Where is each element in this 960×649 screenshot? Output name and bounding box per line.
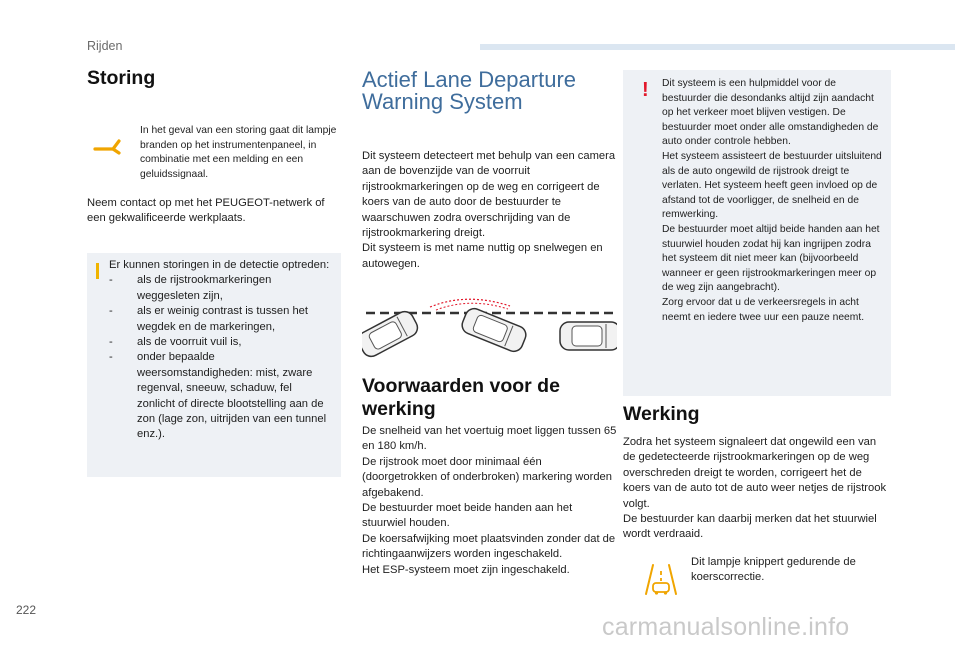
- werking-text: Zodra het systeem signaleert dat ongewild een van de gedetecteerde rijstrookmarkeringen op de weg overschreden dreigt te worden, corrigeert het de koers van de auto tot de auto weer netjes de rijstrook volgt. De bestuurder kan daarbij merken dat het stuurwiel wordt verdraaid.: [623, 436, 887, 541]
- warning-box: [623, 70, 891, 396]
- section-title: Rijden: [87, 39, 123, 53]
- lane-illustration: [362, 292, 617, 362]
- list-item: - als de rijstrookmarkeringen weggesleten zijn,: [109, 274, 272, 302]
- list-item: - onder bepaalde weersomstandigheden: mist, zware regenval, sneeuw, schaduw, fel zonlicht of directe blootstelling aan de zon (lage zon, uitrijden van een tunnel enz.).: [109, 351, 327, 441]
- werking-title: Werking: [623, 403, 700, 425]
- list-item: De snelheid van het voertuig moet liggen tussen 65 en 180 km/h.: [362, 425, 617, 453]
- list-item: De koersafwijking moet plaatsvinden zonder dat de richtingaanwijzers worden ingeschakeld.: [362, 532, 616, 561]
- list-item: De rijstrook moet door minimaal één (doorgetrokken of onderbroken) markering worden afgebakend.: [362, 455, 612, 499]
- list-item: - als de voorruit vuil is,: [109, 336, 242, 349]
- storing-contact: Neem contact op met het PEUGEOT-netwerk of een gekwalificeerde werkplaats.: [87, 197, 325, 225]
- storing-info-box: [87, 253, 341, 477]
- storing-info-intro: Er kunnen storingen in de detectie optreden:: [109, 259, 330, 271]
- storing-title-wrap: [87, 67, 341, 90]
- warning-paragraph: De bestuurder moet altijd beide handen aan het stuurwiel houden zodat hij kan ingrijpen zodra het systeem dit niet meer kan (bijvoorbeeld wanneer er geen rijstrookmarkeringen meer op de weg zijn aangebracht).: [662, 223, 880, 294]
- header-bar: [480, 44, 955, 50]
- storing-icon-note: In het geval van een storing gaat dit lampje branden op het instrumentenpaneel, in combinatie met een melding en een geluidssignaal.: [140, 125, 337, 180]
- warning-paragraph: Het systeem assisteert de bestuurder uitsluitend als de auto ongewild de rijstrook dreigt te verlaten. Het systeem heeft geen invloed op de afstand tot de voorligger, de snelheid en de remwerking.: [662, 150, 882, 221]
- ldws-intro: Dit systeem detecteert met behulp van een camera aan de bovenzijde van de voorruit rijstrookmarkeringen op de weg en corrigeert de koers van de auto door de bestuurder te waarschuwen zodra overschrijding van de rijstrookmarkering dreigt. Dit systeem is met name nuttig op snelwegen en autowegen.: [362, 150, 616, 270]
- lane-assist-warning-icon: [93, 136, 125, 156]
- warning-paragraph: Zorg ervoor dat u de verkeersregels in acht neemt en iedere twee uur een pauze neemt.: [662, 296, 865, 323]
- page-number: 222: [16, 603, 37, 617]
- warning-exclamation-icon: !: [642, 79, 649, 101]
- list-item: De bestuurder moet beide handen aan het stuurwiel houden.: [362, 502, 573, 530]
- voorwaarden-title: Voorwaarden voor de werking: [362, 375, 560, 420]
- storing-title: Storing: [87, 67, 156, 89]
- warning-paragraph: Dit systeem is een hulpmiddel voor de bestuurder die desondanks altijd zijn aandacht op het verkeer moet blijven vestigen. De bestuurder moet onder alle omstandigheden de auto onder controle hebben.: [662, 78, 879, 148]
- info-marker-icon: [96, 263, 99, 279]
- werking-title-wrap: [623, 403, 891, 426]
- list-item: Het ESP-systeem moet zijn ingeschakeld.: [362, 563, 570, 576]
- lane-keep-lamp-icon: [644, 563, 678, 597]
- list-item: - als er weinig contrast is tussen het wegdek en de markeringen,: [109, 305, 309, 333]
- werking-icon-note: Dit lampje knippert gedurende de koerscorrectie.: [691, 556, 856, 584]
- ldws-title: Actief Lane Departure Warning System: [362, 67, 577, 114]
- voorwaarden-text: [362, 424, 617, 578]
- watermark: carmanualsonline.info: [602, 613, 850, 641]
